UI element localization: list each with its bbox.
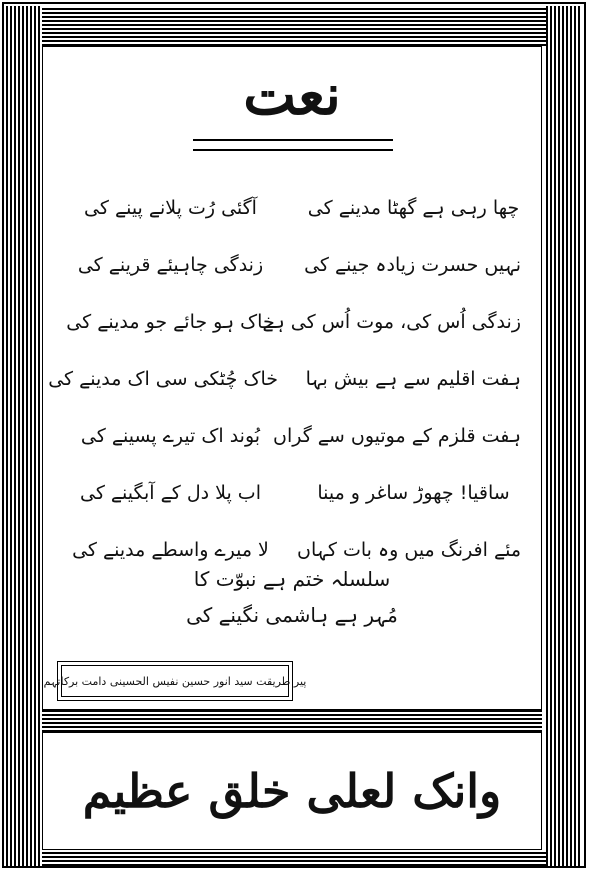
title-underline (193, 139, 393, 151)
couplet (63, 407, 521, 464)
misra-right: ساقیا! چھوڑ ساغر و مینا (317, 481, 510, 504)
misra-right: نہیں حسرت زیادہ جینے کی (304, 253, 521, 276)
middle-border-band (42, 710, 542, 732)
couplet (63, 293, 521, 350)
couplet (63, 236, 521, 293)
top-border-band (6, 6, 582, 46)
misra-right: ہفت قلزم کے موتیوں سے گراں (273, 424, 521, 447)
right-border-band (546, 6, 582, 866)
misra-right: زندگی اُس کی، موت اُس کی ہے (262, 310, 521, 333)
misra-left: خاک ہو جائے جو مدینے کی (66, 310, 275, 333)
attribution-text: پیر طریقت سید انور حسین نفیس الحسینی دامت برکاتہم (61, 665, 289, 697)
misra-left: لا میرے واسطے مدینے کی (72, 538, 269, 561)
misra-left: اب پلا دل کے آبگینے کی (80, 481, 261, 504)
couplet (63, 464, 521, 521)
calligraphy-panel (42, 732, 542, 850)
attribution-box (43, 661, 307, 701)
closing-couplet (43, 561, 541, 633)
misra-right: مئے افرنگ میں وہ بات کہاں (297, 538, 521, 561)
poem-panel (42, 46, 542, 710)
misra-left: آگئی رُت پلانے پینے کی (84, 196, 257, 219)
couplet (48, 350, 521, 407)
misra-left: زندگی چاہیئے قرینے کی (77, 253, 264, 276)
closing-line-2: مُہر ہے ہاشمی نگینے کی (186, 603, 398, 627)
misra-right: ہفت اقلیم سے ہے بیش بہا (305, 367, 521, 390)
couplet-list (48, 179, 521, 578)
calligraphy-verse: وانک لعلی خلق عظیم (82, 764, 502, 818)
closing-line-1: سلسلہ ختم ہے نبوّت کا (193, 567, 391, 591)
misra-right: چھا رہی ہے گھٹا مدینے کی (307, 196, 520, 219)
misra-left: خاک چُٹکی سی اک مدینے کی (48, 367, 278, 390)
misra-left: بُوند اک تیرے پسینے کی (80, 424, 261, 447)
poem-title: نعت (243, 62, 341, 128)
bottom-border-band (6, 850, 582, 866)
couplet (63, 179, 521, 236)
left-border-band (6, 6, 42, 866)
